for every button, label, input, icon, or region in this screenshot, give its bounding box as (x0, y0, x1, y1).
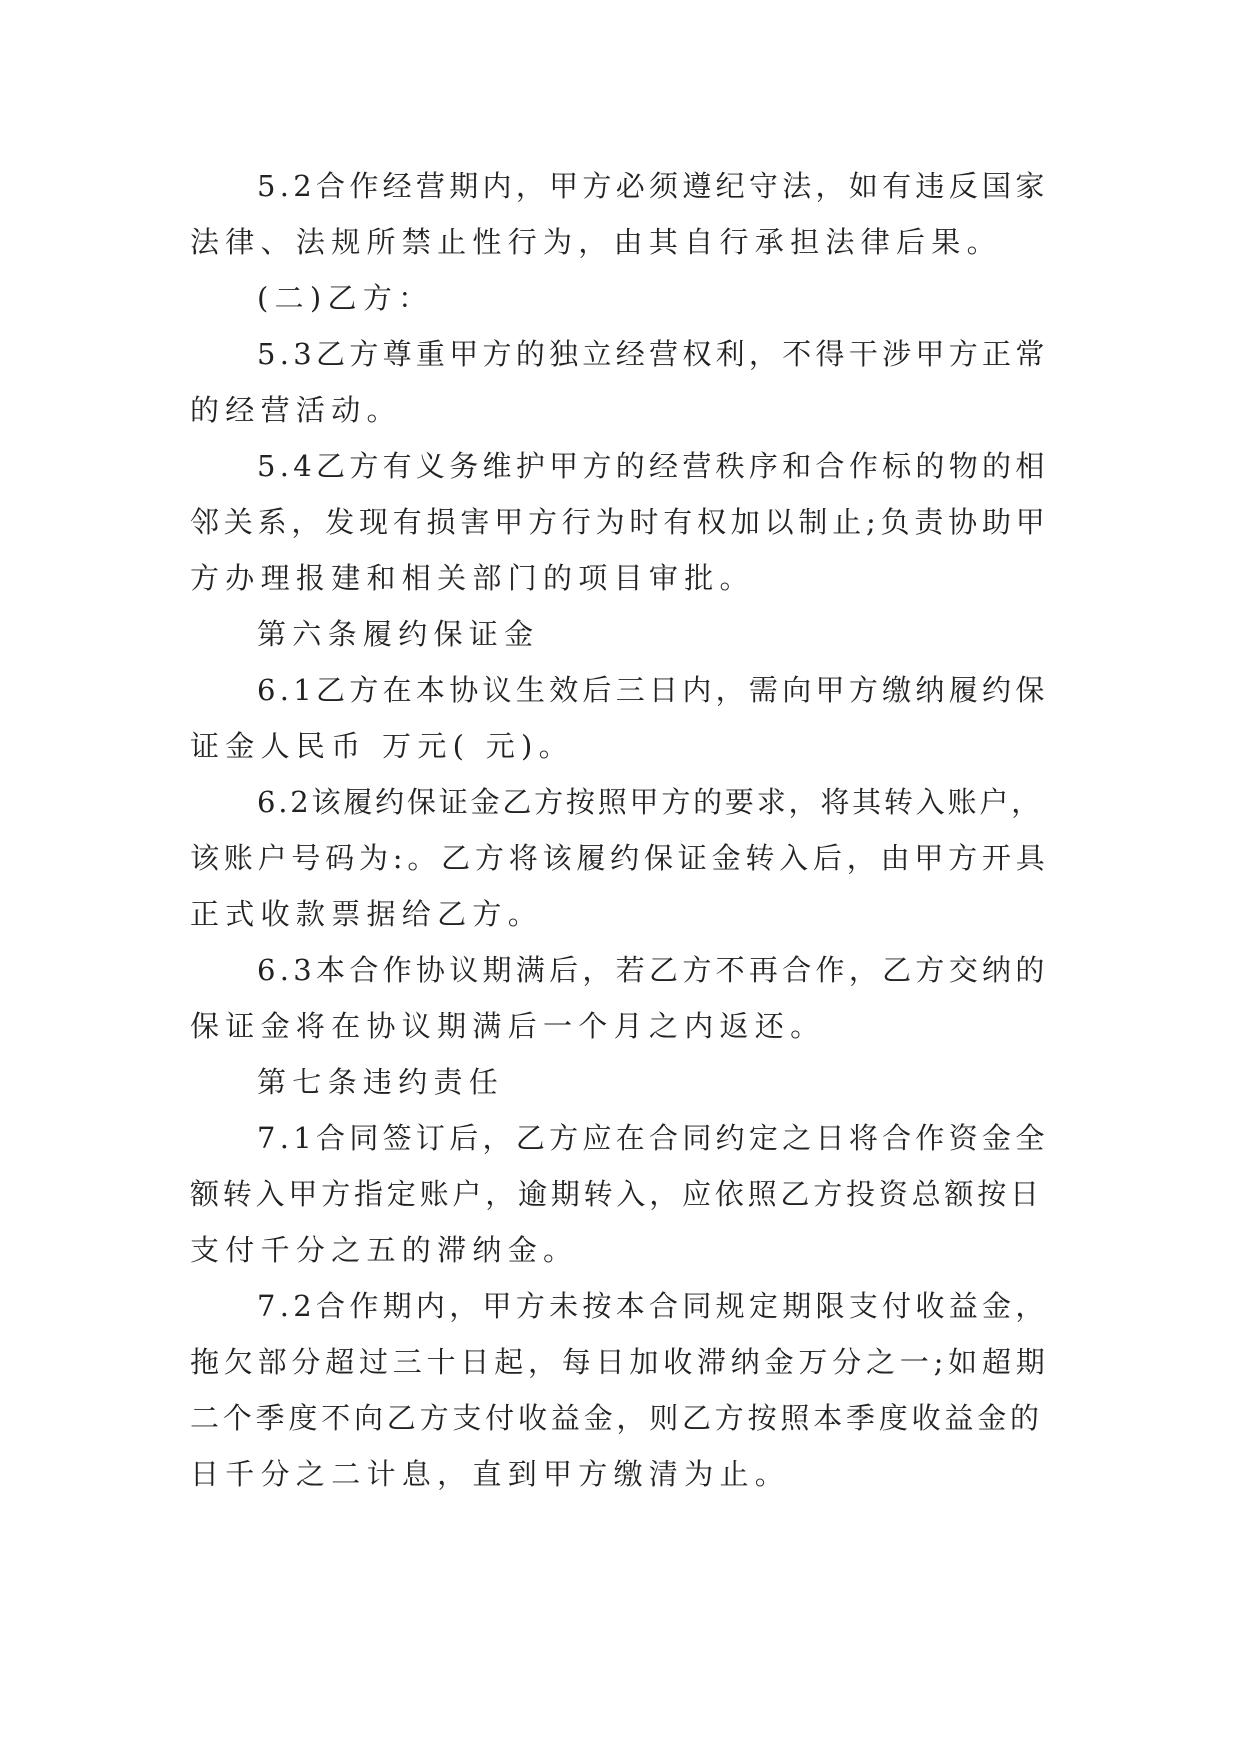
clause-7-2-line-4: 日千分之二计息，直到甲方缴清为止。 (190, 1457, 791, 1491)
article-7-heading: 第七条违约责任 (257, 1065, 505, 1099)
clause-7-1-line-1: 7.1合同签订后，乙方应在合同约定之日将合作资金全 (257, 1121, 1049, 1155)
clause-7-2-line-3: 二个季度不向乙方支付收益金，则乙方按照本季度收益金的 (190, 1401, 1043, 1435)
clause-7-1-line-3: 支付千分之五的滞纳金。 (190, 1233, 579, 1267)
clause-5-3-line-2: 的经营活动。 (190, 393, 402, 427)
clause-6-2-line-2: 该账户号码为:。乙方将该履约保证金转入后，由甲方开具 (190, 841, 1050, 875)
clause-6-3-line-1: 6.3本合作协议期满后，若乙方不再合作，乙方交纳的 (257, 953, 1049, 987)
clause-5-4-line-1: 5.4乙方有义务维护甲方的经营秩序和合作标的物的相 (257, 449, 1049, 483)
clause-5-4-line-3: 方办理报建和相关部门的项目审批。 (190, 561, 755, 595)
clause-5-4-line-2: 邻关系，发现有损害甲方行为时有权加以制止;负责协助甲 (190, 505, 1050, 539)
article-6-heading: 第六条履约保证金 (257, 617, 540, 651)
clause-7-2-line-2: 拖欠部分超过三十日起，每日加收滞纳金万分之一;如超期 (190, 1345, 1050, 1379)
clause-6-2-line-3: 正式收款票据给乙方。 (190, 897, 544, 931)
clause-6-3-line-2: 保证金将在协议期满后一个月之内返还。 (190, 1009, 826, 1043)
clause-6-2-line-1: 6.2该履约保证金乙方按照甲方的要求，将其转入账户， (257, 785, 1043, 819)
clause-6-1-line-2: 证金人民币 万元( 元)。 (190, 729, 574, 763)
clause-7-2-line-1: 7.2合作期内，甲方未按本合同规定期限支付收益金， (257, 1289, 1049, 1323)
clause-6-1-line-1: 6.1乙方在本协议生效后三日内，需向甲方缴纳履约保 (257, 673, 1049, 707)
clause-7-1-line-2: 额转入甲方指定账户，逾期转入，应依照乙方投资总额按日 (190, 1177, 1043, 1211)
clause-5-2-line-2: 法律、法规所禁止性行为，由其自行承担法律后果。 (190, 225, 1002, 259)
clause-5-3-line-1: 5.3乙方尊重甲方的独立经营权利，不得干涉甲方正常 (257, 337, 1049, 371)
clause-5-2-line-1: 5.2合作经营期内，甲方必须遵纪守法，如有违反国家 (257, 169, 1049, 203)
party-b-heading: (二)乙方： (257, 281, 434, 315)
